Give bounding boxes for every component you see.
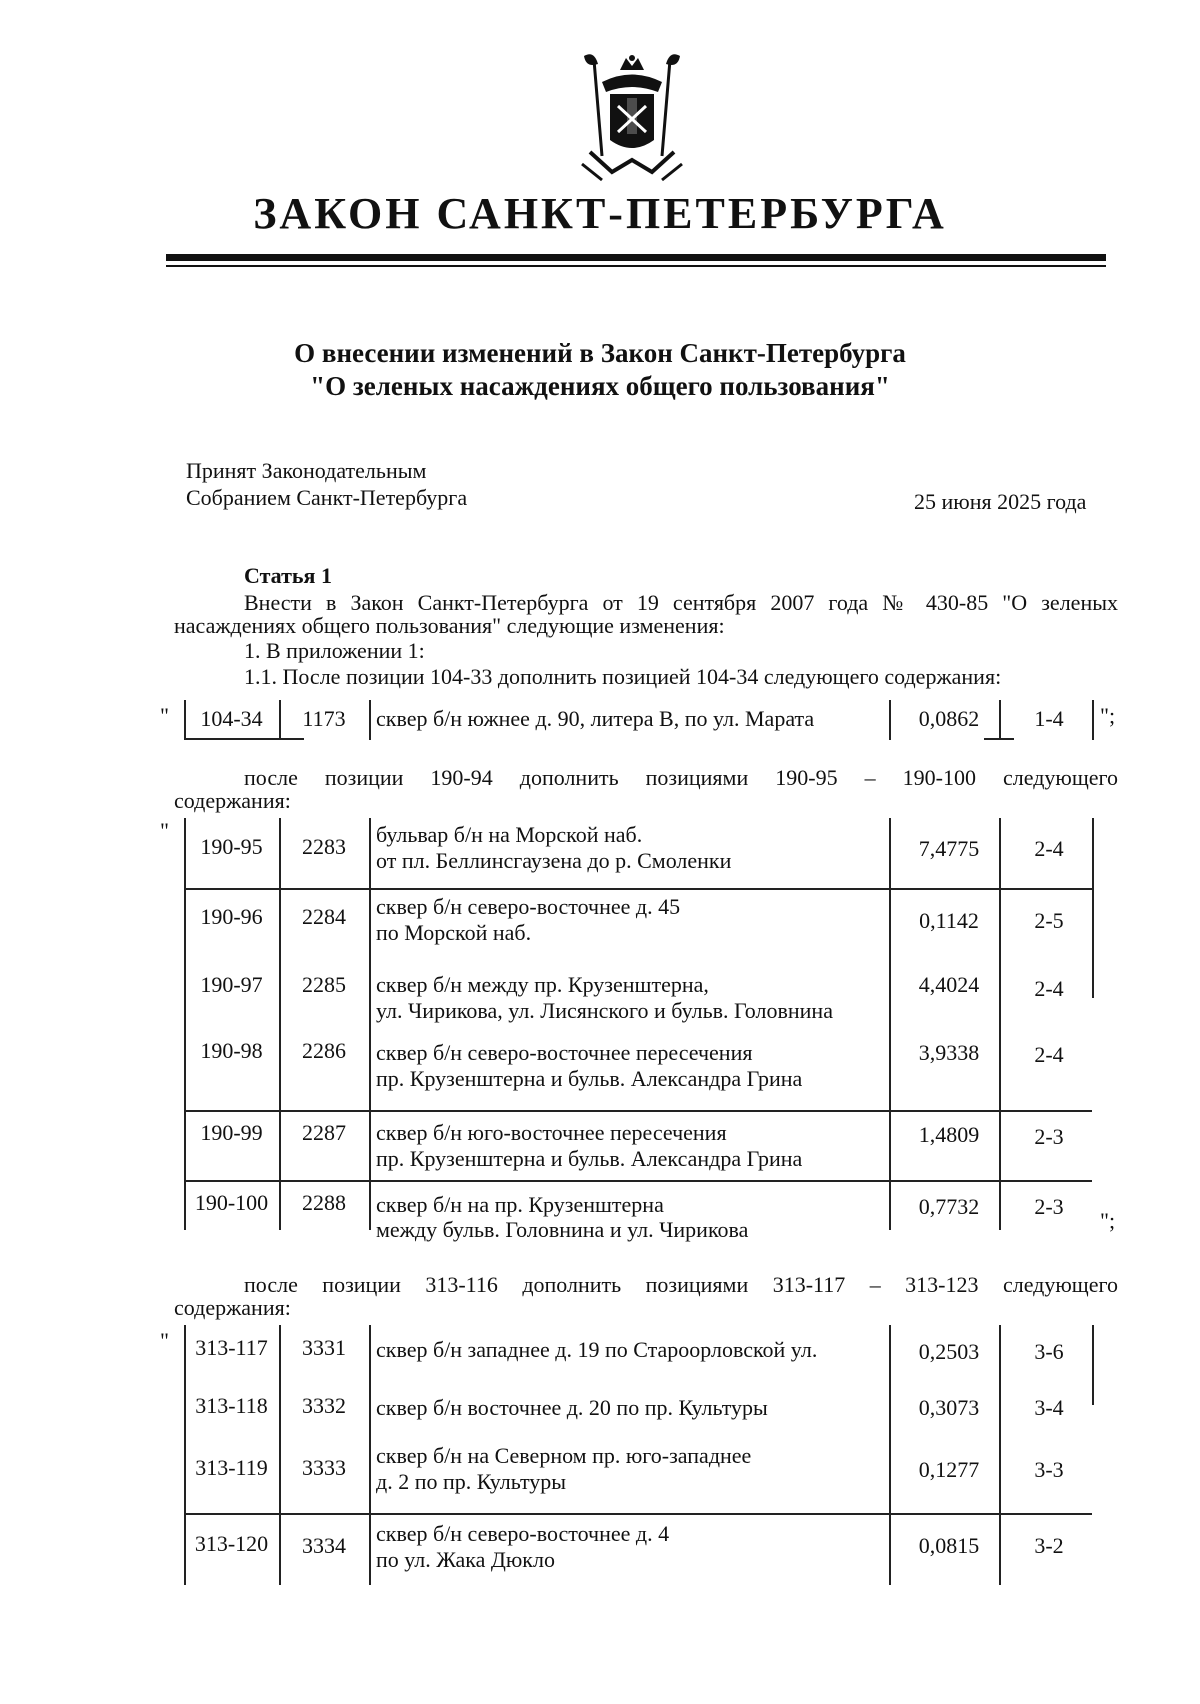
table-border xyxy=(369,818,371,1230)
table-border xyxy=(889,818,891,1230)
object-name-line-1: сквер б/н между пр. Крузенштерна, xyxy=(376,972,709,997)
object-code: 1173 xyxy=(302,706,346,731)
object-name-line-2: ул. Чирикова, ул. Лисянского и бульв. Головнина xyxy=(376,998,833,1023)
after-313-116-line-2: содержания: xyxy=(174,1295,291,1320)
zone-code: 2-3 xyxy=(1034,1124,1064,1149)
table-border xyxy=(184,1110,1092,1112)
document-title: ЗАКОН САНКТ-ПЕТЕРБУРГА xyxy=(253,189,947,238)
zone-code: 3-2 xyxy=(1034,1533,1064,1558)
zone-code: 3-4 xyxy=(1034,1395,1064,1420)
position-number: 313-118 xyxy=(195,1393,268,1418)
table-border xyxy=(984,738,1014,740)
title-rule-thin xyxy=(166,265,1106,267)
table-border xyxy=(999,818,1001,1230)
object-name-line-1: сквер б/н южнее д. 90, литера В, по ул. Марата xyxy=(376,706,815,731)
object-code: 2284 xyxy=(302,904,346,929)
area-ha: 0,7732 xyxy=(918,1194,980,1219)
object-code: 2285 xyxy=(302,972,346,997)
zone-code: 2-5 xyxy=(1034,908,1064,933)
adopted-by-line-2: Собранием Санкт-Петербурга xyxy=(186,485,468,510)
object-code: 3332 xyxy=(302,1393,346,1418)
area-ha: 0,2503 xyxy=(918,1339,980,1364)
object-name-line-1: сквер б/н западнее д. 19 по Староорловской ул. xyxy=(376,1337,818,1362)
area-ha: 4,4024 xyxy=(918,972,980,997)
object-name-line-1: бульвар б/н на Морской наб. xyxy=(376,822,643,847)
positions-table-1 xyxy=(184,700,1094,740)
title-rule-thick xyxy=(166,254,1106,261)
table-border xyxy=(1092,1325,1094,1405)
after-190-94-line-1: после позиции 190-94 дополнить позициями 190-95 – 190-100 следующего xyxy=(244,765,1118,790)
table-border xyxy=(184,738,304,740)
after-190-94-line-2: содержания: xyxy=(174,788,291,813)
coat-of-arms-emblem xyxy=(572,52,692,187)
zone-code: 2-4 xyxy=(1034,836,1064,861)
object-code: 2286 xyxy=(302,1038,346,1063)
position-number: 313-117 xyxy=(195,1335,268,1360)
positions-table-2 xyxy=(184,818,1094,1242)
quote-open-table-1: " xyxy=(160,703,169,728)
zone-code: 3-6 xyxy=(1034,1339,1064,1364)
table-border xyxy=(184,818,186,1230)
table-border xyxy=(184,1513,1092,1515)
object-name-line-2: пр. Крузенштерна и бульв. Александра Грина xyxy=(376,1066,803,1091)
item-1-1: 1.1. После позиции 104-33 дополнить позицией 104-34 следующего содержания: xyxy=(244,664,1002,689)
intro-paragraph-line-1: Внести в Закон Санкт-Петербурга от 19 сентября 2007 года № 430-85 "О зеленых xyxy=(244,590,1118,615)
position-number: 313-119 xyxy=(195,1455,268,1480)
positions-table-3 xyxy=(184,1325,1094,1585)
object-name-line-2: пр. Крузенштерна и бульв. Александра Грина xyxy=(376,1146,803,1171)
intro-paragraph-line-2: насаждениях общего пользования" следующие изменения: xyxy=(174,613,725,638)
position-number: 190-97 xyxy=(200,972,263,997)
position-number: 313-120 xyxy=(194,1531,269,1556)
object-code: 2287 xyxy=(302,1120,346,1145)
table-border xyxy=(889,700,891,740)
object-name-line-1: сквер б/н на пр. Крузенштерна xyxy=(376,1192,664,1217)
object-code: 3331 xyxy=(302,1335,346,1360)
zone-code: 2-4 xyxy=(1034,1042,1064,1067)
object-code: 2283 xyxy=(302,834,346,859)
object-code: 3334 xyxy=(302,1533,346,1558)
object-name-line-2: по Морской наб. xyxy=(376,920,532,945)
adoption-date: 25 июня 2025 года xyxy=(914,489,1087,514)
area-ha: 1,4809 xyxy=(918,1122,980,1147)
zone-code: 2-4 xyxy=(1034,976,1064,1001)
position-number: 190-98 xyxy=(200,1038,263,1063)
area-ha: 0,0815 xyxy=(918,1533,980,1558)
position-number: 190-100 xyxy=(194,1190,269,1215)
area-ha: 0,1277 xyxy=(918,1457,980,1482)
item-1: 1. В приложении 1: xyxy=(244,638,425,663)
table-border xyxy=(889,1325,891,1585)
area-ha: 0,0862 xyxy=(918,706,980,731)
quote-close-table-2: "; xyxy=(1100,1208,1116,1233)
object-name-line-1: сквер б/н юго-восточнее пересечения xyxy=(376,1120,727,1145)
zone-code: 2-3 xyxy=(1034,1194,1064,1219)
area-ha: 0,3073 xyxy=(918,1395,980,1420)
adopted-by-line-1: Принят Законодательным xyxy=(186,458,427,483)
table-border xyxy=(279,818,281,1230)
object-name-line-2: по ул. Жака Дюкло xyxy=(376,1547,555,1572)
object-name-line-1: сквер б/н северо-восточнее пересечения xyxy=(376,1040,753,1065)
object-name-line-2: от пл. Беллинсгаузена до р. Смоленки xyxy=(376,848,732,873)
position-number: 190-99 xyxy=(200,1120,263,1145)
table-border xyxy=(184,888,1092,890)
quote-close-table-1: "; xyxy=(1100,703,1116,728)
area-ha: 7,4775 xyxy=(918,836,980,861)
object-name-line-2: д. 2 по пр. Культуры xyxy=(376,1469,567,1494)
after-313-116-line-1: после позиции 313-116 дополнить позициями 313-117 – 313-123 следующего xyxy=(244,1272,1118,1297)
zone-code: 3-3 xyxy=(1034,1457,1064,1482)
article-heading: Статья 1 xyxy=(244,563,332,588)
zone-code: 1-4 xyxy=(1034,706,1064,731)
table-border xyxy=(369,1325,371,1585)
law-subtitle-line-1: О внесении изменений в Закон Санкт-Петербурга xyxy=(294,338,906,368)
object-name-line-1: сквер б/н восточнее д. 20 по пр. Культуры xyxy=(376,1395,768,1420)
area-ha: 0,1142 xyxy=(919,908,979,933)
object-code: 3333 xyxy=(302,1455,346,1480)
table-border xyxy=(369,700,371,740)
object-name-line-2: между бульв. Головнина и ул. Чирикова xyxy=(376,1217,749,1242)
object-name-line-1: сквер б/н северо-восточнее д. 4 xyxy=(376,1521,670,1546)
law-subtitle-line-2: "О зеленых насаждениях общего пользования" xyxy=(310,371,890,401)
position-number: 104-34 xyxy=(200,706,263,731)
object-name-line-1: сквер б/н на Северном пр. юго-западнее xyxy=(376,1443,752,1468)
position-number: 190-95 xyxy=(200,834,263,859)
table-border xyxy=(184,1180,1092,1182)
quote-open-table-2: " xyxy=(160,818,169,843)
object-code: 2288 xyxy=(302,1190,346,1215)
object-name-line-1: сквер б/н северо-восточнее д. 45 xyxy=(376,894,681,919)
position-number: 190-96 xyxy=(200,904,263,929)
quote-open-table-3: " xyxy=(160,1328,169,1353)
area-ha: 3,9338 xyxy=(918,1040,980,1065)
